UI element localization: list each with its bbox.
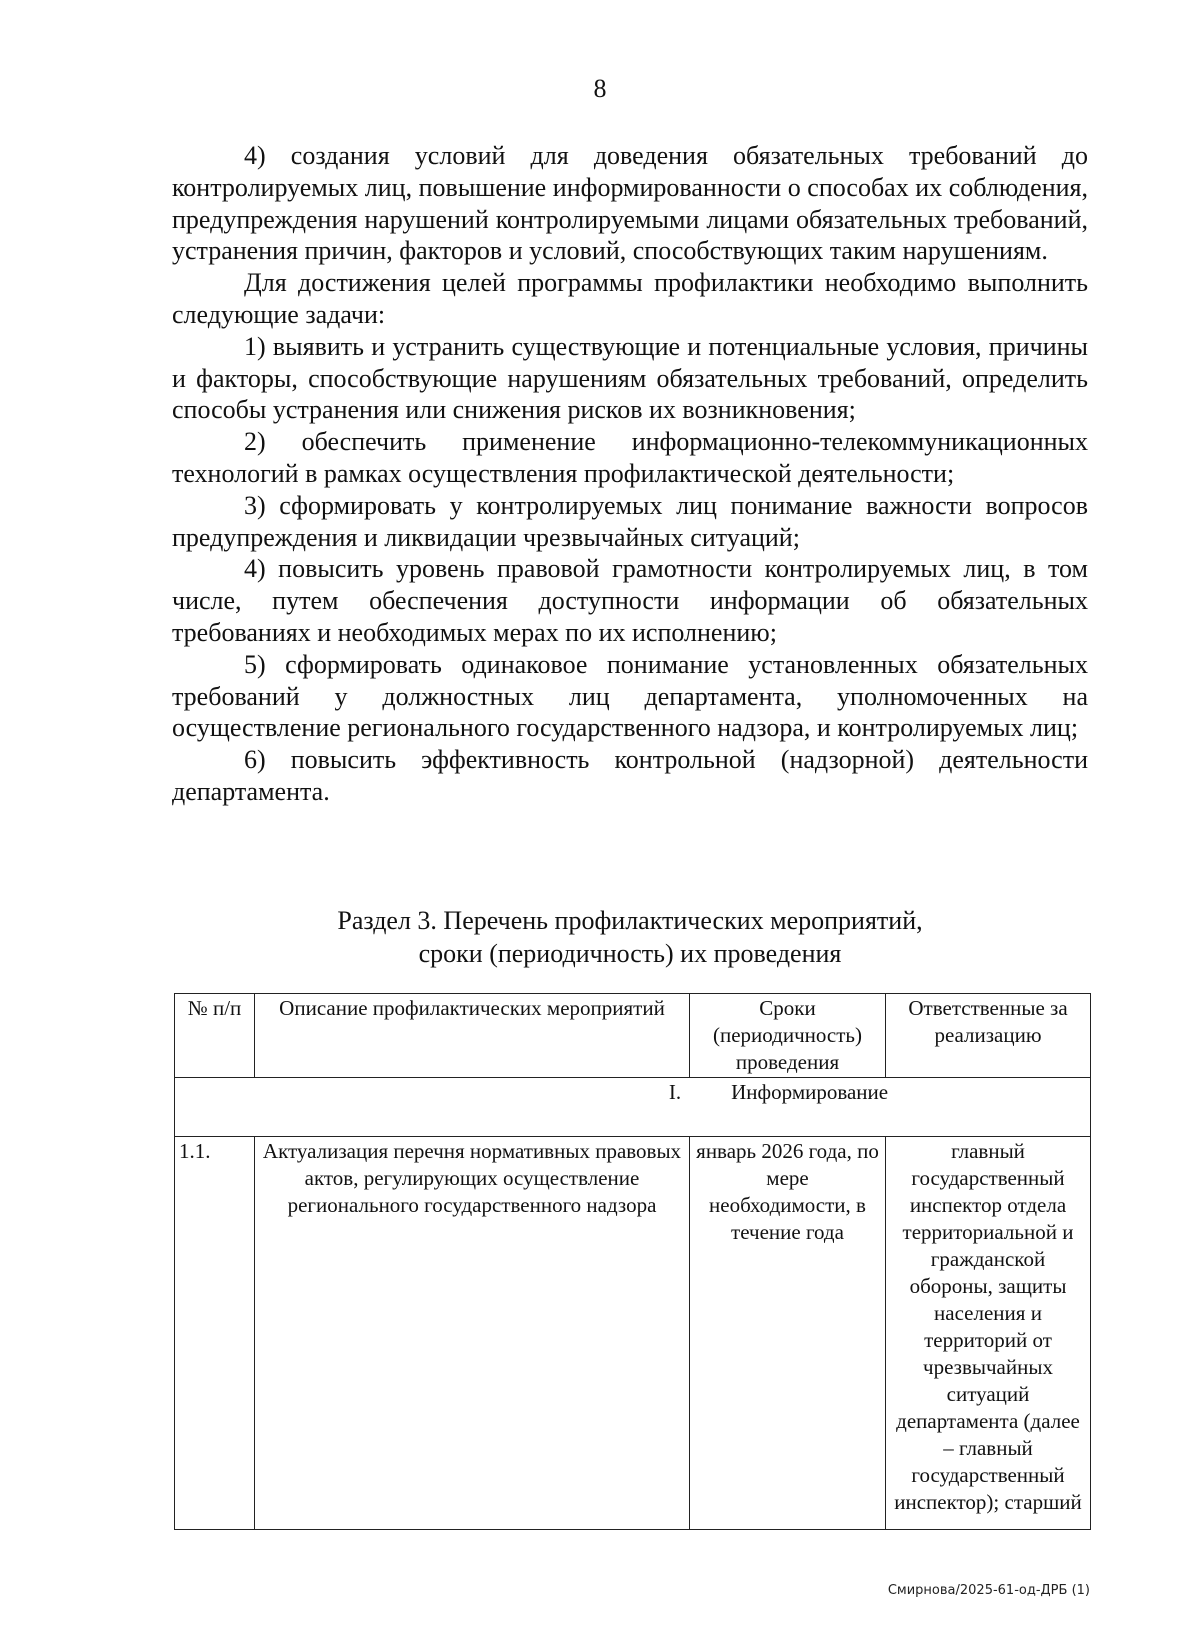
- row-terms: январь 2026 года, по мере необходимости, в течение года: [690, 1137, 886, 1530]
- section-title-line-2: сроки (периодичность) их проведения: [418, 939, 842, 968]
- row-responsible-text: главный государственный инспектор отдела территориальной и гражданской обороны, защиты населения и территорий от чрезвычайных ситуаций департамента (далее – главный государственный инспектор); старший: [894, 1139, 1082, 1514]
- row-description: Актуализация перечня нормативных правовых актов, регулирующих осуществление регионального государственного надзора: [255, 1137, 690, 1530]
- paragraph-task-1: 1) выявить и устранить существующие и потенциальные условия, причины и факторы, способствующие нарушениям обязательных требований, определить способы устранения или снижения рисков их возникновения;: [172, 331, 1088, 425]
- table-section-row: [175, 1078, 1091, 1137]
- paragraph-task-5: 5) сформировать одинаковое понимание установленных обязательных требований у должностных лиц департамента, уполномоченных на осуществление регионального государственного надзора, и контролируемых лиц;: [172, 649, 1088, 743]
- header-description: Описание профилактических мероприятий: [255, 994, 690, 1078]
- header-terms: Сроки (периодичность) проведения: [690, 994, 886, 1078]
- table-row: [175, 1137, 1091, 1530]
- header-num: № п/п: [175, 994, 255, 1078]
- paragraph-goal-4: 4) создания условий для доведения обязательных требований до контролируемых лиц, повышение информированности о способах их соблюдения, предупреждения нарушений контролируемыми лицами обязательных требований, устранения причин, факторов и условий, способствующих таким нарушениям.: [172, 141, 1088, 266]
- paragraph-task-6: 6) повысить эффективность контрольной (надзорной) деятельности департамента.: [172, 745, 1088, 806]
- document-code: Смирнова/2025-61-од-ДРБ (1): [887, 1583, 1090, 1598]
- header-responsible: Ответственные за реализацию: [886, 994, 1091, 1078]
- paragraph-task-4: 4) повысить уровень правовой грамотности контролируемых лиц, в том числе, путем обеспечения доступности информации об обязательных требованиях и необходимых мерах по их исполнению;: [172, 554, 1088, 647]
- paragraph-task-3: 3) сформировать у контролируемых лиц понимание важности вопросов предупреждения и ликвидации чрезвычайных ситуаций;: [172, 490, 1088, 552]
- page-number: 8: [593, 74, 607, 103]
- body-text: [172, 140, 1088, 808]
- paragraph-tasks-intro: Для достижения целей программы профилактики необходимо выполнить следующие задачи:: [172, 268, 1088, 329]
- row-responsible: [886, 1137, 1091, 1530]
- table-header-row: [175, 994, 1091, 1078]
- section-title-line-1: Раздел 3. Перечень профилактических мероприятий,: [337, 906, 923, 935]
- measures-table: [174, 993, 1091, 1530]
- paragraph-task-2: 2) обеспечить применение информационно-телекоммуникационных технологий в рамках осуществления профилактической деятельности;: [172, 427, 1088, 488]
- row-num: 1.1.: [175, 1137, 255, 1530]
- section-roman-numeral: I.: [668, 1080, 682, 1104]
- section-name: Информирование: [731, 1080, 889, 1104]
- section-title: [0, 904, 1200, 970]
